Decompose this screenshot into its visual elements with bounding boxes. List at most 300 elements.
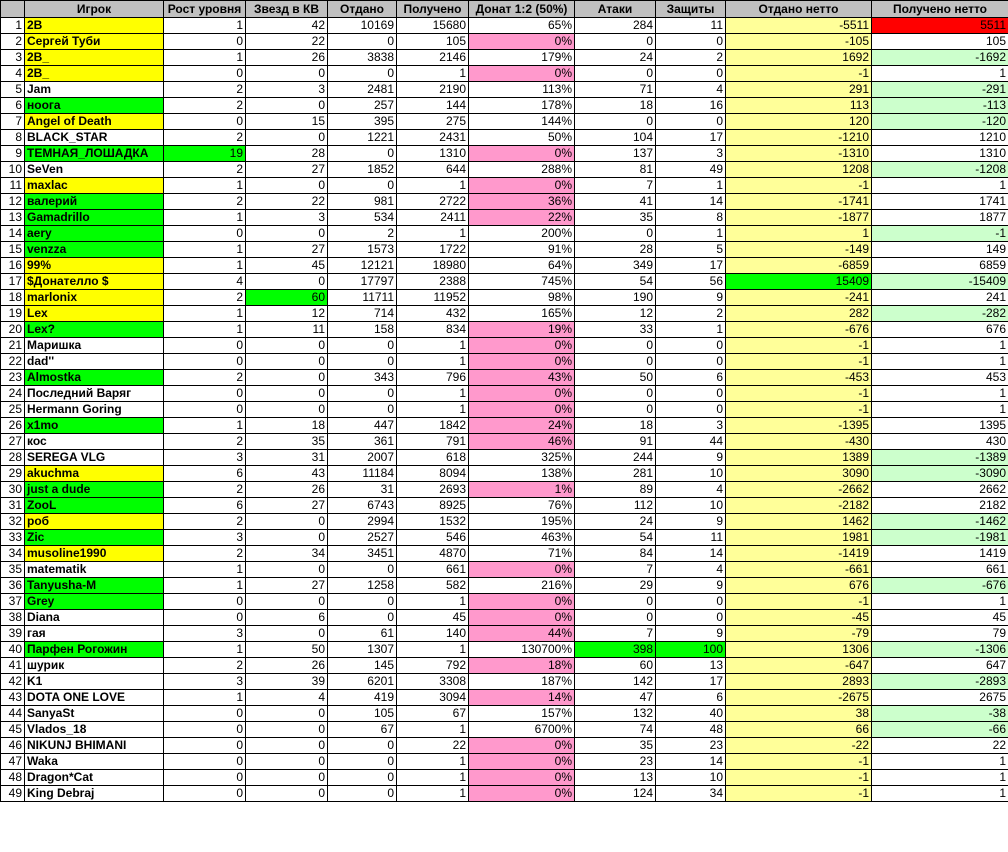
table-row[interactable] <box>1 626 1008 642</box>
cell-defenses[interactable]: 9 <box>656 578 726 594</box>
cell-war-stars[interactable]: 22 <box>246 194 328 210</box>
cell-given[interactable]: 105 <box>328 706 397 722</box>
cell-donation-ratio[interactable]: 0% <box>469 786 575 802</box>
cell-player-name[interactable]: Lex <box>25 306 164 322</box>
cell-attacks[interactable]: 0 <box>575 386 656 402</box>
cell-received[interactable]: 2146 <box>397 50 469 66</box>
header-received[interactable]: Получено <box>397 1 469 18</box>
cell-player-name[interactable]: SanyaSt <box>25 706 164 722</box>
cell-war-stars[interactable]: 0 <box>246 562 328 578</box>
cell-donation-ratio[interactable]: 165% <box>469 306 575 322</box>
cell-attacks[interactable]: 24 <box>575 514 656 530</box>
cell-index[interactable]: 22 <box>1 354 25 370</box>
cell-player-name[interactable]: Dragon*Cat <box>25 770 164 786</box>
cell-given[interactable]: 395 <box>328 114 397 130</box>
cell-donation-ratio[interactable]: 325% <box>469 450 575 466</box>
cell-index[interactable]: 47 <box>1 754 25 770</box>
table-row[interactable] <box>1 722 1008 738</box>
cell-given-net[interactable]: -453 <box>726 370 872 386</box>
cell-war-stars[interactable]: 0 <box>246 338 328 354</box>
cell-level-growth[interactable]: 2 <box>164 514 246 530</box>
cell-received-net[interactable]: -120 <box>872 114 1008 130</box>
cell-given-net[interactable]: -241 <box>726 290 872 306</box>
cell-received-net[interactable]: -38 <box>872 706 1008 722</box>
cell-level-growth[interactable]: 2 <box>164 82 246 98</box>
cell-given[interactable]: 2527 <box>328 530 397 546</box>
cell-received-net[interactable]: -291 <box>872 82 1008 98</box>
cell-received[interactable]: 275 <box>397 114 469 130</box>
cell-war-stars[interactable]: 27 <box>246 242 328 258</box>
cell-given[interactable]: 0 <box>328 610 397 626</box>
cell-attacks[interactable]: 0 <box>575 66 656 82</box>
cell-war-stars[interactable]: 0 <box>246 626 328 642</box>
cell-defenses[interactable]: 1 <box>656 322 726 338</box>
cell-received-net[interactable]: -1981 <box>872 530 1008 546</box>
cell-received-net[interactable]: -2893 <box>872 674 1008 690</box>
table-row[interactable] <box>1 450 1008 466</box>
cell-given[interactable]: 2 <box>328 226 397 242</box>
cell-attacks[interactable]: 91 <box>575 434 656 450</box>
cell-defenses[interactable]: 100 <box>656 642 726 658</box>
cell-donation-ratio[interactable]: 0% <box>469 610 575 626</box>
cell-received-net[interactable]: 45 <box>872 610 1008 626</box>
cell-war-stars[interactable]: 0 <box>246 530 328 546</box>
cell-attacks[interactable]: 284 <box>575 18 656 34</box>
header-index[interactable] <box>1 1 25 18</box>
cell-attacks[interactable]: 35 <box>575 738 656 754</box>
cell-received-net[interactable]: 1 <box>872 66 1008 82</box>
cell-donation-ratio[interactable]: 24% <box>469 418 575 434</box>
cell-index[interactable]: 8 <box>1 130 25 146</box>
cell-attacks[interactable]: 60 <box>575 658 656 674</box>
cell-received-net[interactable]: -1462 <box>872 514 1008 530</box>
cell-player-name[interactable]: Парфен Рогожин <box>25 642 164 658</box>
cell-player-name[interactable]: Hermann Goring <box>25 402 164 418</box>
cell-received[interactable]: 582 <box>397 578 469 594</box>
cell-received[interactable]: 1 <box>397 754 469 770</box>
cell-attacks[interactable]: 84 <box>575 546 656 562</box>
cell-index[interactable]: 36 <box>1 578 25 594</box>
cell-given[interactable]: 1258 <box>328 578 397 594</box>
cell-attacks[interactable]: 18 <box>575 98 656 114</box>
cell-given-net[interactable]: 1306 <box>726 642 872 658</box>
cell-level-growth[interactable]: 3 <box>164 530 246 546</box>
table-row[interactable] <box>1 146 1008 162</box>
cell-given-net[interactable]: -1741 <box>726 194 872 210</box>
table-row[interactable] <box>1 370 1008 386</box>
table-row[interactable] <box>1 130 1008 146</box>
cell-received[interactable]: 8925 <box>397 498 469 514</box>
cell-donation-ratio[interactable]: 65% <box>469 18 575 34</box>
cell-received-net[interactable]: 2675 <box>872 690 1008 706</box>
cell-index[interactable]: 23 <box>1 370 25 386</box>
cell-defenses[interactable]: 9 <box>656 514 726 530</box>
cell-given-net[interactable]: 66 <box>726 722 872 738</box>
cell-player-name[interactable]: aery <box>25 226 164 242</box>
cell-player-name[interactable]: dad'' <box>25 354 164 370</box>
cell-received-net[interactable]: 1419 <box>872 546 1008 562</box>
cell-defenses[interactable]: 40 <box>656 706 726 722</box>
cell-donation-ratio[interactable]: 0% <box>469 754 575 770</box>
cell-received-net[interactable]: 1 <box>872 178 1008 194</box>
cell-attacks[interactable]: 28 <box>575 242 656 258</box>
cell-donation-ratio[interactable]: 22% <box>469 210 575 226</box>
cell-received-net[interactable]: 1210 <box>872 130 1008 146</box>
cell-player-name[interactable]: 99% <box>25 258 164 274</box>
cell-donation-ratio[interactable]: 19% <box>469 322 575 338</box>
cell-index[interactable]: 40 <box>1 642 25 658</box>
header-player[interactable]: Игрок <box>25 1 164 18</box>
cell-index[interactable]: 14 <box>1 226 25 242</box>
table-row[interactable] <box>1 66 1008 82</box>
cell-index[interactable]: 18 <box>1 290 25 306</box>
cell-war-stars[interactable]: 15 <box>246 114 328 130</box>
cell-war-stars[interactable]: 3 <box>246 82 328 98</box>
cell-defenses[interactable]: 11 <box>656 18 726 34</box>
cell-given[interactable]: 534 <box>328 210 397 226</box>
cell-attacks[interactable]: 132 <box>575 706 656 722</box>
cell-given-net[interactable]: -2662 <box>726 482 872 498</box>
cell-donation-ratio[interactable]: 179% <box>469 50 575 66</box>
cell-received-net[interactable]: 1 <box>872 770 1008 786</box>
cell-defenses[interactable]: 9 <box>656 290 726 306</box>
cell-index[interactable]: 33 <box>1 530 25 546</box>
cell-donation-ratio[interactable]: 157% <box>469 706 575 722</box>
cell-index[interactable]: 13 <box>1 210 25 226</box>
cell-received[interactable]: 1 <box>397 386 469 402</box>
table-row[interactable] <box>1 322 1008 338</box>
cell-player-name[interactable]: Jam <box>25 82 164 98</box>
cell-attacks[interactable]: 24 <box>575 50 656 66</box>
cell-attacks[interactable]: 0 <box>575 338 656 354</box>
cell-donation-ratio[interactable]: 0% <box>469 386 575 402</box>
cell-player-name[interactable]: just a dude <box>25 482 164 498</box>
cell-given[interactable]: 158 <box>328 322 397 338</box>
header-level-growth[interactable]: Рост уровня <box>164 1 246 18</box>
cell-level-growth[interactable]: 2 <box>164 98 246 114</box>
cell-defenses[interactable]: 4 <box>656 482 726 498</box>
cell-received-net[interactable]: -282 <box>872 306 1008 322</box>
cell-war-stars[interactable]: 0 <box>246 370 328 386</box>
cell-war-stars[interactable]: 50 <box>246 642 328 658</box>
cell-received[interactable]: 2431 <box>397 130 469 146</box>
cell-given-net[interactable]: 291 <box>726 82 872 98</box>
cell-donation-ratio[interactable]: 44% <box>469 626 575 642</box>
cell-player-name[interactable]: marlonix <box>25 290 164 306</box>
cell-attacks[interactable]: 0 <box>575 610 656 626</box>
table-row[interactable] <box>1 434 1008 450</box>
cell-player-name[interactable]: Последний Варяг <box>25 386 164 402</box>
cell-given[interactable]: 2481 <box>328 82 397 98</box>
cell-level-growth[interactable]: 19 <box>164 146 246 162</box>
cell-attacks[interactable]: 12 <box>575 306 656 322</box>
cell-given-net[interactable]: -1395 <box>726 418 872 434</box>
cell-level-growth[interactable]: 0 <box>164 722 246 738</box>
cell-player-name[interactable]: ТЕМНАЯ_ЛОШАДКА <box>25 146 164 162</box>
table-row[interactable] <box>1 770 1008 786</box>
cell-index[interactable]: 37 <box>1 594 25 610</box>
cell-player-name[interactable]: 2B_ <box>25 50 164 66</box>
cell-donation-ratio[interactable]: 64% <box>469 258 575 274</box>
cell-received[interactable]: 45 <box>397 610 469 626</box>
cell-given-net[interactable]: 1208 <box>726 162 872 178</box>
cell-war-stars[interactable]: 0 <box>246 66 328 82</box>
table-row[interactable] <box>1 194 1008 210</box>
cell-level-growth[interactable]: 1 <box>164 690 246 706</box>
cell-war-stars[interactable]: 0 <box>246 514 328 530</box>
cell-war-stars[interactable]: 26 <box>246 50 328 66</box>
cell-player-name[interactable]: Angel of Death <box>25 114 164 130</box>
cell-player-name[interactable]: Almostka <box>25 370 164 386</box>
cell-given-net[interactable]: -2675 <box>726 690 872 706</box>
cell-given-net[interactable]: 1692 <box>726 50 872 66</box>
cell-player-name[interactable]: akuchma <box>25 466 164 482</box>
cell-attacks[interactable]: 244 <box>575 450 656 466</box>
cell-received[interactable]: 1 <box>397 786 469 802</box>
cell-attacks[interactable]: 0 <box>575 402 656 418</box>
cell-given[interactable]: 0 <box>328 786 397 802</box>
cell-war-stars[interactable]: 3 <box>246 210 328 226</box>
table-row[interactable] <box>1 466 1008 482</box>
cell-war-stars[interactable]: 35 <box>246 434 328 450</box>
table-row[interactable] <box>1 226 1008 242</box>
cell-donation-ratio[interactable]: 113% <box>469 82 575 98</box>
header-attacks[interactable]: Атаки <box>575 1 656 18</box>
cell-received[interactable]: 1 <box>397 66 469 82</box>
cell-given-net[interactable]: 1 <box>726 226 872 242</box>
cell-given[interactable]: 0 <box>328 594 397 610</box>
table-row[interactable] <box>1 210 1008 226</box>
table-row[interactable] <box>1 18 1008 34</box>
cell-war-stars[interactable]: 0 <box>246 354 328 370</box>
cell-given-net[interactable]: -2182 <box>726 498 872 514</box>
cell-defenses[interactable]: 14 <box>656 546 726 562</box>
table-row[interactable] <box>1 674 1008 690</box>
cell-donation-ratio[interactable]: 43% <box>469 370 575 386</box>
cell-level-growth[interactable]: 1 <box>164 178 246 194</box>
cell-given-net[interactable]: -1310 <box>726 146 872 162</box>
cell-given[interactable]: 6201 <box>328 674 397 690</box>
cell-index[interactable]: 43 <box>1 690 25 706</box>
cell-level-growth[interactable]: 1 <box>164 50 246 66</box>
cell-attacks[interactable]: 7 <box>575 626 656 642</box>
cell-given[interactable]: 3451 <box>328 546 397 562</box>
cell-level-growth[interactable]: 2 <box>164 162 246 178</box>
cell-war-stars[interactable]: 26 <box>246 482 328 498</box>
cell-index[interactable]: 15 <box>1 242 25 258</box>
cell-donation-ratio[interactable]: 36% <box>469 194 575 210</box>
cell-index[interactable]: 19 <box>1 306 25 322</box>
cell-defenses[interactable]: 0 <box>656 594 726 610</box>
cell-received[interactable]: 1 <box>397 642 469 658</box>
cell-index[interactable]: 2 <box>1 34 25 50</box>
cell-player-name[interactable]: King Debraj <box>25 786 164 802</box>
cell-donation-ratio[interactable]: 0% <box>469 146 575 162</box>
cell-war-stars[interactable]: 6 <box>246 610 328 626</box>
cell-given[interactable]: 11711 <box>328 290 397 306</box>
cell-given[interactable]: 67 <box>328 722 397 738</box>
cell-given[interactable]: 0 <box>328 770 397 786</box>
cell-donation-ratio[interactable]: 0% <box>469 34 575 50</box>
cell-given-net[interactable]: -1 <box>726 786 872 802</box>
cell-defenses[interactable]: 2 <box>656 50 726 66</box>
cell-player-name[interactable]: venzza <box>25 242 164 258</box>
cell-player-name[interactable]: SeVen <box>25 162 164 178</box>
cell-given[interactable]: 981 <box>328 194 397 210</box>
cell-received[interactable]: 1 <box>397 402 469 418</box>
cell-received-net[interactable]: 5511 <box>872 18 1008 34</box>
cell-index[interactable]: 6 <box>1 98 25 114</box>
table-row[interactable] <box>1 498 1008 514</box>
table-row[interactable] <box>1 690 1008 706</box>
header-donation-ratio[interactable]: Донат 1:2 (50%) <box>469 1 575 18</box>
cell-player-name[interactable]: Gamadrillo <box>25 210 164 226</box>
cell-received-net[interactable]: 22 <box>872 738 1008 754</box>
cell-given-net[interactable]: 1389 <box>726 450 872 466</box>
cell-attacks[interactable]: 142 <box>575 674 656 690</box>
cell-received-net[interactable]: 1 <box>872 386 1008 402</box>
cell-given-net[interactable]: 676 <box>726 578 872 594</box>
cell-attacks[interactable]: 29 <box>575 578 656 594</box>
cell-defenses[interactable]: 0 <box>656 34 726 50</box>
cell-player-name[interactable]: NIKUNJ BHIMANI <box>25 738 164 754</box>
cell-level-growth[interactable]: 1 <box>164 258 246 274</box>
cell-received-net[interactable]: 105 <box>872 34 1008 50</box>
cell-war-stars[interactable]: 0 <box>246 786 328 802</box>
cell-index[interactable]: 17 <box>1 274 25 290</box>
cell-defenses[interactable]: 17 <box>656 258 726 274</box>
cell-donation-ratio[interactable]: 138% <box>469 466 575 482</box>
table-row[interactable] <box>1 642 1008 658</box>
cell-given[interactable]: 361 <box>328 434 397 450</box>
cell-defenses[interactable]: 0 <box>656 338 726 354</box>
cell-given[interactable]: 1221 <box>328 130 397 146</box>
cell-defenses[interactable]: 44 <box>656 434 726 450</box>
cell-player-name[interactable]: валерий <box>25 194 164 210</box>
cell-defenses[interactable]: 3 <box>656 418 726 434</box>
cell-defenses[interactable]: 10 <box>656 498 726 514</box>
table-row[interactable] <box>1 594 1008 610</box>
cell-war-stars[interactable]: 0 <box>246 706 328 722</box>
cell-donation-ratio[interactable]: 76% <box>469 498 575 514</box>
cell-given-net[interactable]: -1 <box>726 178 872 194</box>
cell-war-stars[interactable]: 0 <box>246 402 328 418</box>
cell-attacks[interactable]: 137 <box>575 146 656 162</box>
cell-given-net[interactable]: -1877 <box>726 210 872 226</box>
cell-defenses[interactable]: 4 <box>656 562 726 578</box>
cell-given[interactable]: 1307 <box>328 642 397 658</box>
cell-received-net[interactable]: 149 <box>872 242 1008 258</box>
cell-received-net[interactable]: 2662 <box>872 482 1008 498</box>
cell-defenses[interactable]: 16 <box>656 98 726 114</box>
cell-donation-ratio[interactable]: 1% <box>469 482 575 498</box>
cell-given-net[interactable]: 1462 <box>726 514 872 530</box>
cell-player-name[interactable]: maxlac <box>25 178 164 194</box>
cell-donation-ratio[interactable]: 0% <box>469 354 575 370</box>
cell-war-stars[interactable]: 39 <box>246 674 328 690</box>
cell-received-net[interactable]: 676 <box>872 322 1008 338</box>
cell-received[interactable]: 8094 <box>397 466 469 482</box>
cell-level-growth[interactable]: 1 <box>164 578 246 594</box>
cell-index[interactable]: 10 <box>1 162 25 178</box>
cell-received[interactable]: 1 <box>397 338 469 354</box>
cell-level-growth[interactable]: 2 <box>164 194 246 210</box>
cell-attacks[interactable]: 89 <box>575 482 656 498</box>
cell-defenses[interactable]: 0 <box>656 386 726 402</box>
cell-defenses[interactable]: 2 <box>656 306 726 322</box>
cell-attacks[interactable]: 0 <box>575 226 656 242</box>
cell-level-growth[interactable]: 2 <box>164 658 246 674</box>
cell-war-stars[interactable]: 34 <box>246 546 328 562</box>
cell-war-stars[interactable]: 31 <box>246 450 328 466</box>
cell-given[interactable]: 12121 <box>328 258 397 274</box>
cell-attacks[interactable]: 81 <box>575 162 656 178</box>
cell-given-net[interactable]: -430 <box>726 434 872 450</box>
cell-donation-ratio[interactable]: 0% <box>469 738 575 754</box>
cell-level-growth[interactable]: 6 <box>164 466 246 482</box>
cell-donation-ratio[interactable]: 463% <box>469 530 575 546</box>
cell-war-stars[interactable]: 0 <box>246 386 328 402</box>
table-row[interactable] <box>1 610 1008 626</box>
cell-received[interactable]: 546 <box>397 530 469 546</box>
cell-given[interactable]: 11184 <box>328 466 397 482</box>
cell-index[interactable]: 27 <box>1 434 25 450</box>
cell-index[interactable]: 16 <box>1 258 25 274</box>
cell-given-net[interactable]: -1 <box>726 386 872 402</box>
cell-player-name[interactable]: x1mo <box>25 418 164 434</box>
cell-attacks[interactable]: 398 <box>575 642 656 658</box>
cell-attacks[interactable]: 7 <box>575 562 656 578</box>
cell-given-net[interactable]: -1 <box>726 338 872 354</box>
table-row[interactable] <box>1 546 1008 562</box>
table-row[interactable] <box>1 754 1008 770</box>
cell-given[interactable]: 0 <box>328 738 397 754</box>
cell-player-name[interactable]: Grey <box>25 594 164 610</box>
cell-given-net[interactable]: -1 <box>726 594 872 610</box>
cell-received[interactable]: 791 <box>397 434 469 450</box>
cell-received[interactable]: 2190 <box>397 82 469 98</box>
header-war-stars[interactable]: Звезд в КВ <box>246 1 328 18</box>
cell-received-net[interactable]: -113 <box>872 98 1008 114</box>
table-row[interactable] <box>1 706 1008 722</box>
cell-war-stars[interactable]: 0 <box>246 770 328 786</box>
cell-level-growth[interactable]: 1 <box>164 242 246 258</box>
cell-received[interactable]: 1532 <box>397 514 469 530</box>
cell-defenses[interactable]: 10 <box>656 770 726 786</box>
cell-received[interactable]: 140 <box>397 626 469 642</box>
cell-player-name[interactable]: Diana <box>25 610 164 626</box>
cell-level-growth[interactable]: 0 <box>164 386 246 402</box>
cell-war-stars[interactable]: 0 <box>246 754 328 770</box>
cell-received[interactable]: 144 <box>397 98 469 114</box>
cell-player-name[interactable]: Zic <box>25 530 164 546</box>
cell-received[interactable]: 3308 <box>397 674 469 690</box>
cell-level-growth[interactable]: 2 <box>164 434 246 450</box>
cell-war-stars[interactable]: 0 <box>246 226 328 242</box>
cell-index[interactable]: 49 <box>1 786 25 802</box>
cell-given[interactable]: 0 <box>328 178 397 194</box>
table-row[interactable] <box>1 162 1008 178</box>
cell-defenses[interactable]: 49 <box>656 162 726 178</box>
cell-received[interactable]: 2693 <box>397 482 469 498</box>
cell-received-net[interactable]: 1877 <box>872 210 1008 226</box>
cell-level-growth[interactable]: 0 <box>164 338 246 354</box>
cell-player-name[interactable]: кос <box>25 434 164 450</box>
cell-donation-ratio[interactable]: 187% <box>469 674 575 690</box>
cell-donation-ratio[interactable]: 144% <box>469 114 575 130</box>
cell-received[interactable]: 105 <box>397 34 469 50</box>
cell-index[interactable]: 39 <box>1 626 25 642</box>
